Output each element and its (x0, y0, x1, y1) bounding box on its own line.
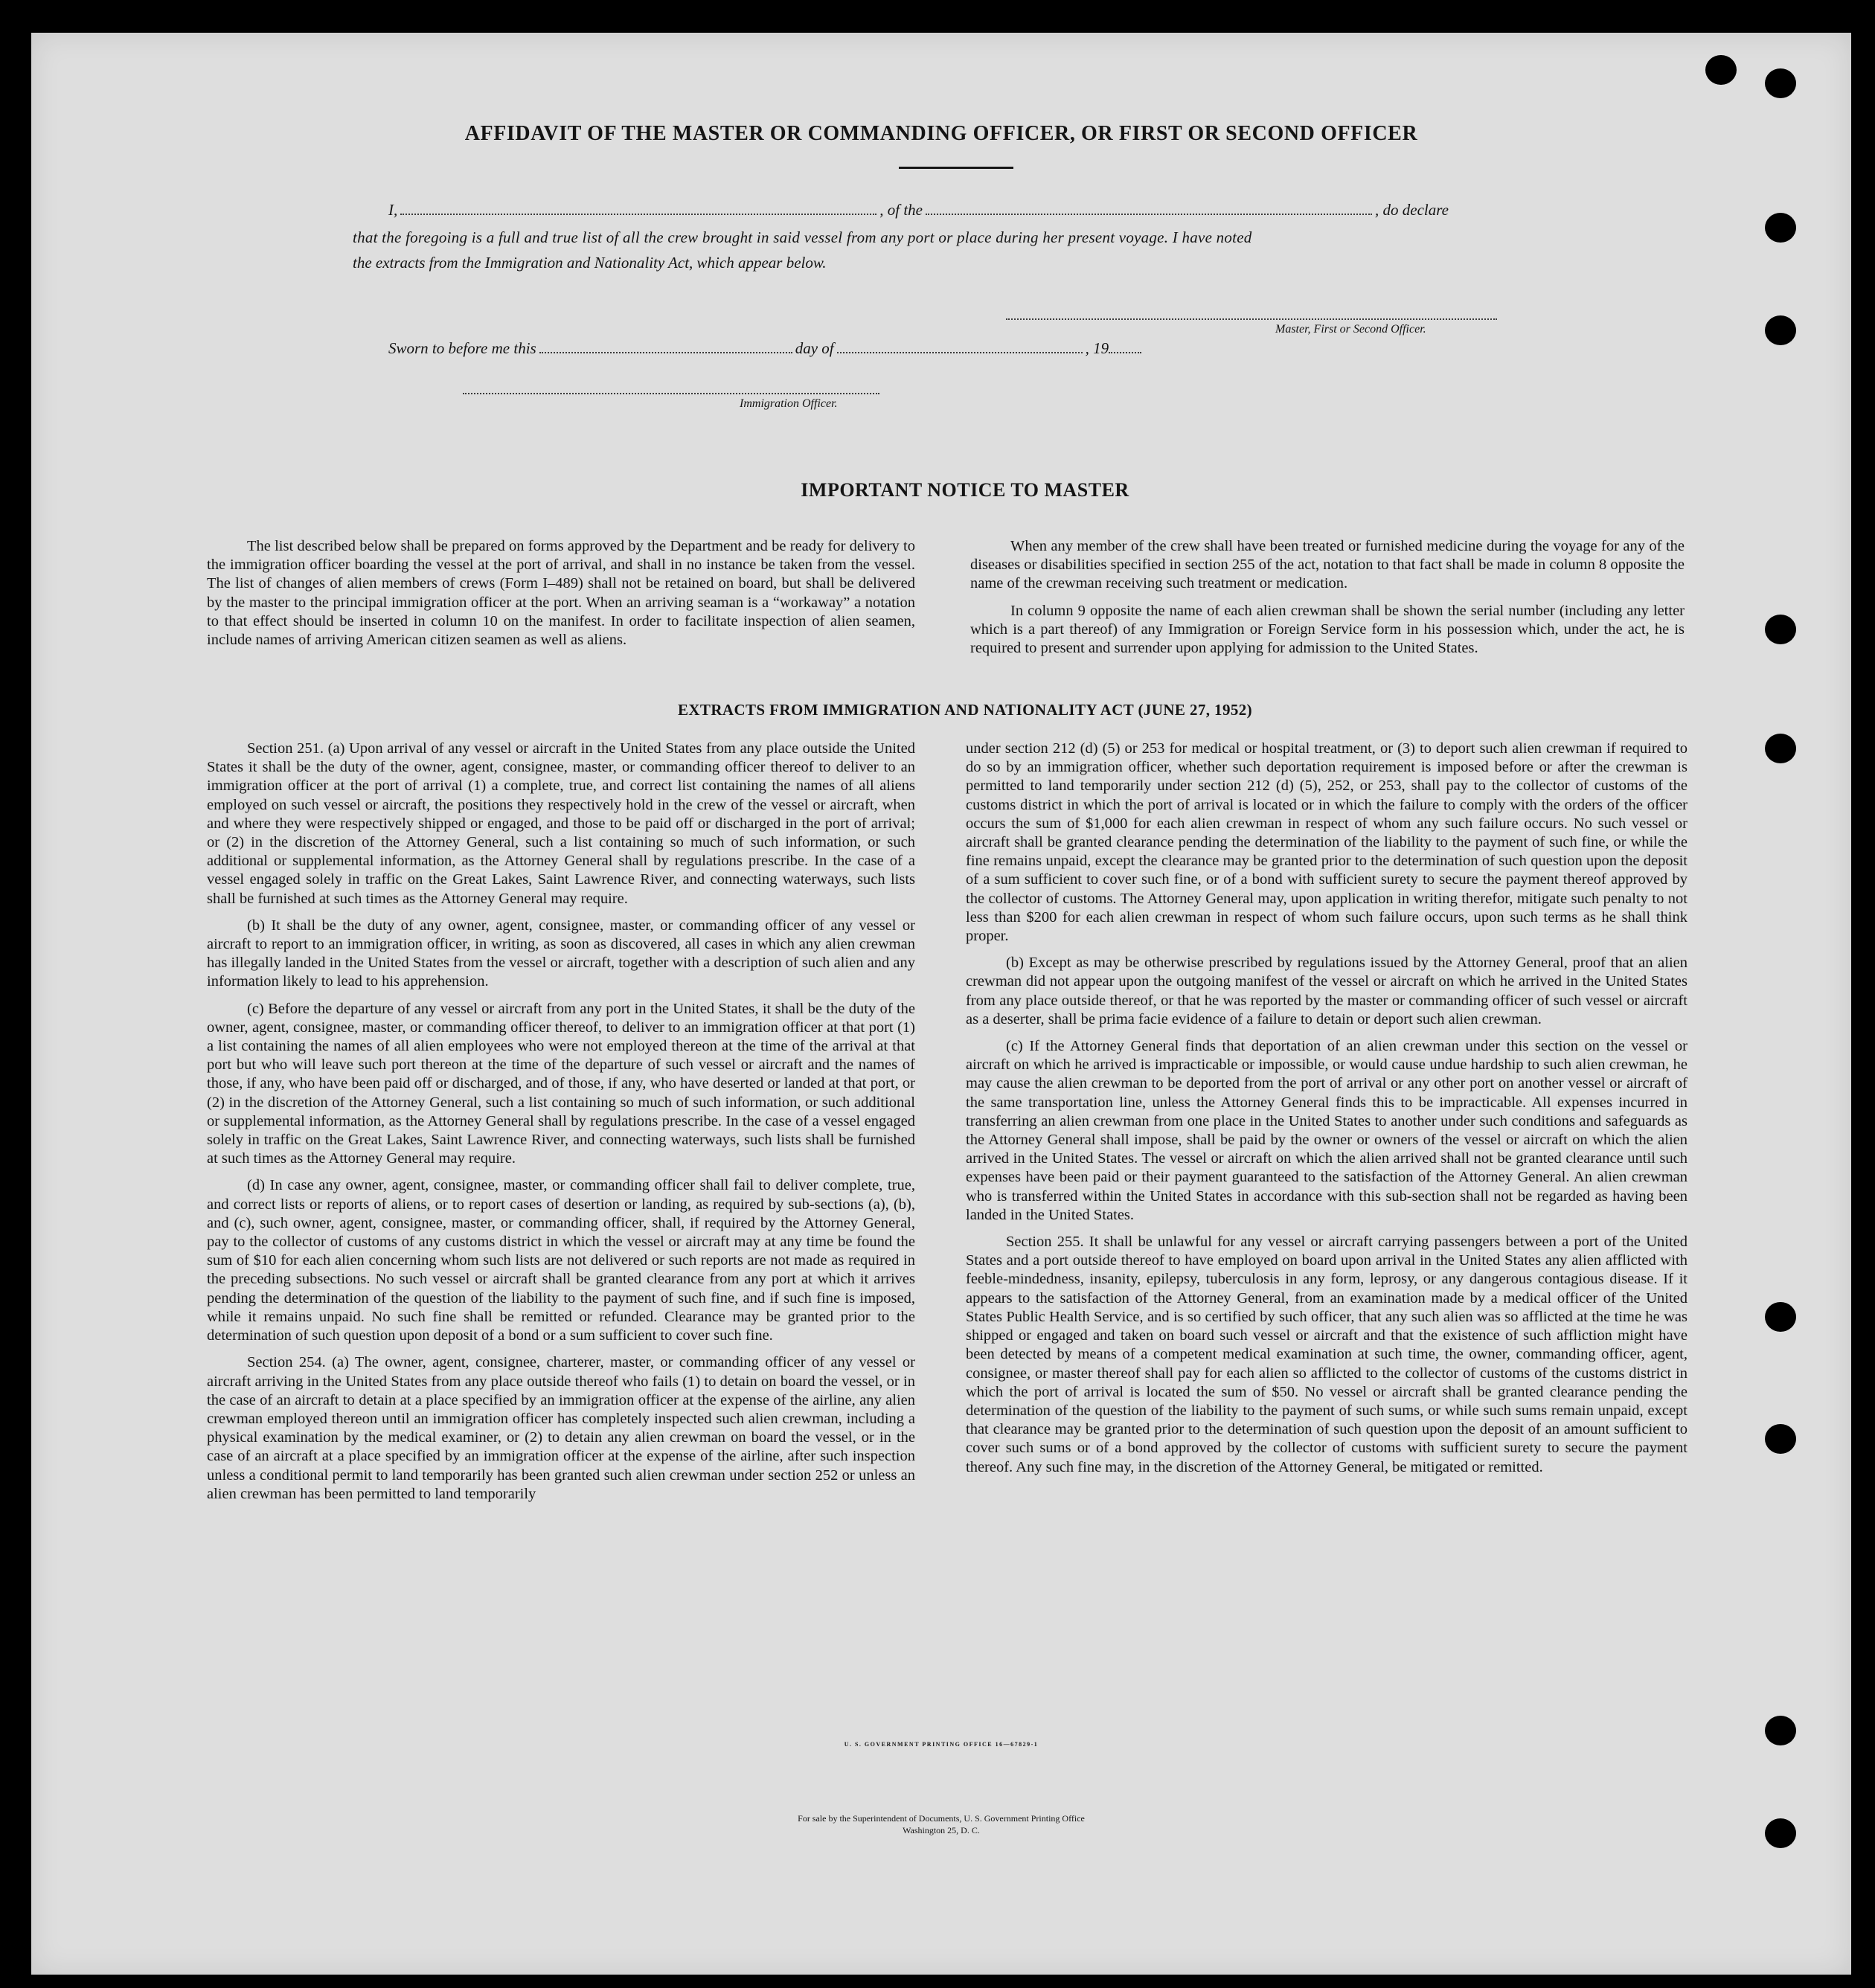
section-254-a-continued: under section 212 (d) (5) or 253 for medical or hospital treatment, or (3) to deport such alien crewman if required to do so by an immigration officer, whether such deportation requirement is imposed before or after the crewman is permitted to land temporarily under section 212 (d) (5), 252, or 253, shall pay to the collector of customs of the customs district in which the port of arrival is located or in which the failure to comply with the orders of the officer occurs the sum of $1,000 for each alien crewman in respect of whom any such failure occurs. No such vessel or aircraft shall be granted clearance pending the determination of the liability to the payment of such fine, or while the fine remains unpaid, except the clearance may be granted prior to the determination of such question upon the deposit of a sum sufficient to cover such fine, or of a bond with sufficient surety to secure the payment thereof approved by the collector of customs. The Attorney General may, upon application in writing therefor, mitigate such penalty to not less than $200 for each alien crewman in respect of whom such failure occurs, upon such terms as he shall think proper. (966, 740, 1688, 945)
notice-right-column (970, 537, 1685, 666)
declare-label: , do declare (1375, 201, 1449, 219)
section-251-d: (d) In case any owner, agent, consignee, master, or commanding officer shall fail to deliver complete, true, and correct lists or reports of aliens, or to report cases of desertion or landing, as required by sub-sections (a), (b), and (c), such owner, agent, consignee, master, or commanding officer, shall, if required by the Attorney General, pay to the collector of customs of any customs district in which the vessel or aircraft may at any time be found the sum of $10 for each alien concerning whom such lists are not delivered or such reports are not made as required in the preceding subsections. No such vessel or aircraft shall be granted clearance from any port at which it arrives pending the determination of the question of the liability to the payment of such fine, and if such fine is imposed, while it remains unpaid. No such fine shall be remitted or refunded. Clearance may be granted prior to the determination of such question upon deposit of a bond or a sum sufficient to cover such fine. (207, 1177, 915, 1344)
section-251-b: (b) It shall be the duty of any owner, agent, consignee, master, or commanding officer of any vessel or aircraft to report to an immigration officer, in writing, as soon as discovered, all cases in which any alien crewman has illegally landed in the United States from the vessel or aircraft, together with a description of such alien and any information likely to lead to his apprehension. (207, 917, 915, 990)
notice-left-paragraph: The list described below shall be prepared on forms approved by the Department and be ready for delivery to the immigration officer boarding the vessel at the port of arrival, and shall in no instance be taken from the vessel. The list of changes of alien members of crews (Form I–489) shall not be retained on board, but shall be delivered by the master to the principal immigration officer at the port. When an arriving seaman is a “workaway” a notation to that effect should be inserted in column 10 on the manifest. In order to facilitate inspection of alien seamen, include names of arriving American citizen seamen as well as aliens. (207, 538, 915, 649)
sworn-label: Sworn to before me this (388, 339, 536, 357)
sworn-year-field[interactable] (1109, 341, 1141, 353)
sworn-month-field[interactable] (837, 341, 1083, 353)
section-255: Section 255. It shall be unlawful for any vessel or aircraft carrying passengers between a port of the United States and a port outside thereof to have employed on board upon arrival in the United States any alien afflicted with feeble-mindedness, insanity, epilepsy, tuberculosis in any form, leprosy, or any dangerous contagious disease. If it appears to the satisfaction of the Attorney General, from an examination made by a medical officer of the United States Public Health Service, and is so certified by such officer, that any such alien was so afflicted at the time he was shipped or engaged and taken on board such vessel or aircraft and that the existence of such affliction might have been detected by means of a competent medical examination at such time, the owner, commanding officer, agent, consignee, or master thereof shall pay for each alien so afflicted to the collector of customs of the customs district in which the port of arrival is located the sum of $50. No vessel or aircraft shall be granted clearance pending the determination of the question of the liability to the payment of such sums, or while such sums remain unpaid, except that clearance may be granted prior to the determination of such question upon the deposit of an amount sufficient to cover such sums or of a bond approved by the collector of customs with sufficient surety to secure the payment thereof. Any such fine may, in the discretion of the Attorney General, be mitigated or remitted. (966, 1234, 1688, 1475)
punch-hole (1765, 68, 1796, 98)
punch-hole (1705, 55, 1737, 85)
day-of-label: day of (795, 339, 834, 357)
section-251-c: (c) Before the departure of any vessel or aircraft from any port in the United States, it shall be the duty of the owner, agent, consignee, master, or commanding officer thereof, to deliver to an immigration officer at that port (1) a list containing the names of all alien employees who were not employed thereon at the time of the arrival at that port but who will leave such port thereon at the time of the departure of such vessel or aircraft and the names of those, if any, who have been paid off or discharged, and of those, if any, who have deserted or landed at that port, or (2) in the discretion of the Attorney General, such a list containing so much of such information, or such additional or supplemental information, as the Attorney General shall by regulations prescribe. In the case of a vessel engaged solely in traffic on the Great Lakes, Saint Lawrence River, and connecting waterways, such lists shall be furnished at such times as the Attorney General may require. (207, 1000, 915, 1167)
extracts-title: EXTRACTS FROM IMMIGRATION AND NATIONALITY ACT (JUNE 27, 1952) (677, 701, 1253, 719)
notice-left-column (207, 537, 915, 658)
section-254-b: (b) Except as may be otherwise prescribed by regulations issued by the Attorney General, proof that an alien crewman did not appear upon the outgoing manifest of the vessel or aircraft on which he arrived in the United States from any place outside thereof, or that he was reported by the master or commanding officer of such vessel or aircraft as a deserter, shall be prima facie evidence of a failure to detain or deport such alien crewman. (966, 955, 1688, 1027)
of-the-label: , of the (879, 201, 923, 219)
declaration-text-3: the extracts from the Immigration and Nationality Act, which appear below. (353, 254, 827, 272)
immigration-officer-caption: Immigration Officer. (740, 397, 838, 410)
declaration-text-2: that the foregoing is a full and true list of all the crew brought in said vessel from any port or place during her present voyage. I have noted (353, 228, 1252, 246)
declarant-name-field[interactable] (400, 202, 876, 215)
section-251-a: Section 251. (a) Upon arrival of any vessel or aircraft in the United States from any place outside the United States it shall be the duty of the owner, agent, consignee, master, or commanding officer thereof to deliver to an immigration officer at the port of arrival (1) a complete, true, and correct list containing the names of all aliens employed on such vessel or aircraft, the positions they respectively hold in the crew of the vessel or aircraft, when and where they were respectively shipped or engaged, and those to be paid off or discharged in the port of arrival; or (2) in the discretion of the Attorney General, such a list containing so much of such information, or such additional or supplemental information, as the Attorney General shall by regulations prescribe. In the case of a vessel engaged solely in traffic on the Great Lakes, Saint Lawrence River, and connecting waterways, such lists shall be furnished at such times as the Attorney General may require. (207, 740, 915, 907)
immigration-officer-signature-line[interactable] (463, 393, 879, 394)
punch-hole (1765, 1302, 1796, 1332)
gpo-print-line: U. S. GOVERNMENT PRINTING OFFICE 16—67829-1 (844, 1741, 1039, 1748)
title-rule (899, 167, 1013, 169)
punch-hole (1765, 315, 1796, 345)
punch-hole (1765, 1424, 1796, 1454)
sale-notice (31, 1812, 1851, 1836)
sworn-day-field[interactable] (539, 341, 792, 353)
year-label: , 19 (1085, 339, 1109, 357)
declarant-label: I, (388, 201, 398, 219)
punch-hole (1765, 615, 1796, 644)
punch-hole (1765, 213, 1796, 243)
declaration-line (388, 201, 1449, 219)
notice-right-paragraph-2: In column 9 opposite the name of each alien crewman shall be shown the serial number (including any letter which is a part thereof) of any Immigration or Foreign Service form in his possession which, under the act, he is required to present and surrender upon applying for admission to the United States. (970, 602, 1685, 657)
sale-notice-line-1: For sale by the Superintendent of Documents, U. S. Government Printing Office (798, 1813, 1085, 1824)
punch-hole (1765, 734, 1796, 763)
notice-right-paragraph-1: When any member of the crew shall have been treated or furnished medicine during the voyage for any of the diseases or disabilities specified in section 255 of the act, notation to that fact shall be made in column 8 opposite the name of the crewman receiving such treatment or medication. (970, 538, 1685, 592)
document-page (31, 33, 1851, 1975)
affidavit-title: AFFIDAVIT OF THE MASTER OR COMMANDING OFFICER, OR FIRST OR SECOND OFFICER (464, 122, 1418, 145)
master-signature-caption: Master, First or Second Officer. (1275, 323, 1426, 336)
section-254-a: Section 254. (a) The owner, agent, consignee, charterer, master, or commanding officer of any vessel or aircraft arriving in the United States from any place outside thereof who fails (1) to detain on board the vessel, or in the case of an aircraft to detain at a place specified by an immigration officer at the expense of the airline, any alien crewman employed thereon until an immigration officer has completely inspected such alien crewman, including a physical examination by the medical examiner, or (2) to detain any alien crewman on board the vessel, or in the case of an aircraft at a place specified by an immigration officer at the expense of the airline, after such inspection unless a conditional permit to land temporarily has been granted such alien crewman under section 252 or unless an alien crewman has been permitted to land temporarily (207, 1354, 915, 1502)
extracts-right-column (966, 740, 1688, 1477)
master-signature-line[interactable] (1006, 318, 1497, 320)
section-254-c: (c) If the Attorney General finds that deportation of an alien crewman under this section on the vessel or aircraft on which he arrived is impracticable or impossible, or would cause undue hardship to such alien crewman, he may cause the alien crewman to be deported from the port of arrival or any other port on another vessel or aircraft of the same transportation line, unless the Attorney General finds this to be impracticable. All expenses incurred in transferring an alien crewman from one place in the United States to another under such conditions and safeguards as the Attorney General shall impose, shall be paid by the owner or owners of the vessel or aircraft on which the alien arrived in the United States. The vessel or aircraft on which the alien arrived shall not be granted clearance until such expenses have been paid or their payment guaranteed to the satisfaction of the Attorney General. An alien crewman who is transferred within the United States in accordance with this sub-section shall not be regarded as having been landed in the United States. (966, 1038, 1688, 1223)
extracts-left-column (207, 740, 915, 1504)
sale-notice-line-2: Washington 25, D. C. (903, 1825, 980, 1835)
notice-title: IMPORTANT NOTICE TO MASTER (801, 479, 1129, 501)
vessel-field[interactable] (926, 202, 1372, 215)
sworn-line (388, 339, 1144, 358)
